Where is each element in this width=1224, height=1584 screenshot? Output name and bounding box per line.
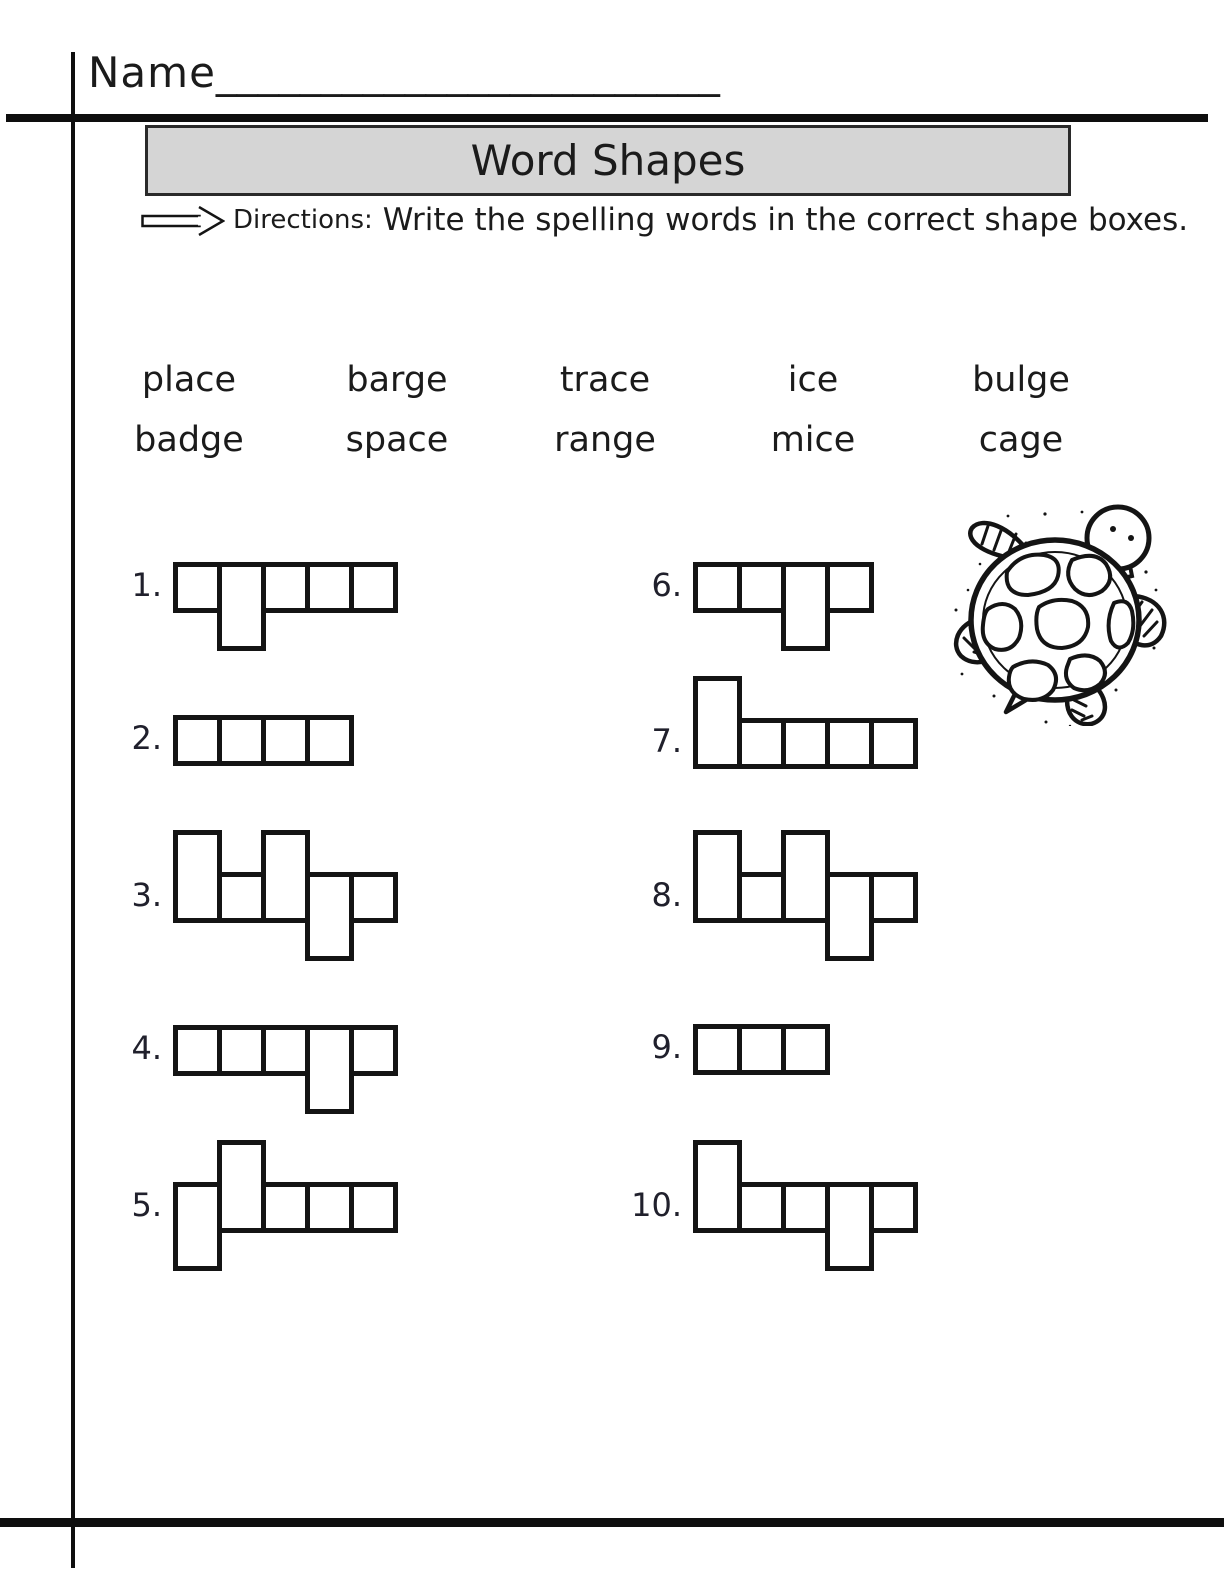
shape-cells xyxy=(173,520,398,651)
letter-box-tall[interactable] xyxy=(693,830,742,923)
letter-box-short[interactable] xyxy=(737,562,786,613)
letter-box-tall[interactable] xyxy=(693,1140,742,1233)
letter-box-short[interactable] xyxy=(869,718,918,769)
page-title: Word Shapes xyxy=(470,136,746,185)
letter-box-short[interactable] xyxy=(869,1182,918,1233)
shape-number: 8. xyxy=(651,876,682,914)
shape-number: 10. xyxy=(631,1186,682,1224)
letter-box-tall[interactable] xyxy=(261,830,310,923)
letter-box-short[interactable] xyxy=(349,1182,398,1233)
letter-box-short[interactable] xyxy=(305,715,354,766)
spelling-word: place xyxy=(141,360,237,400)
letter-box-short[interactable] xyxy=(305,1182,354,1233)
word-shape-8 xyxy=(651,830,918,961)
word-shape-7 xyxy=(651,676,918,807)
letter-box-short[interactable] xyxy=(173,715,222,766)
letter-box-short[interactable] xyxy=(349,1025,398,1076)
title-box xyxy=(145,125,1071,196)
word-bank-row-2 xyxy=(85,410,1125,470)
letter-box-short[interactable] xyxy=(825,562,874,613)
letter-box-descender[interactable] xyxy=(305,1025,354,1114)
shape-number: 7. xyxy=(651,722,682,760)
spelling-word: mice xyxy=(770,420,856,460)
letter-box-short[interactable] xyxy=(349,562,398,613)
name-header xyxy=(88,48,720,97)
letter-box-short[interactable] xyxy=(693,1024,742,1075)
shape-number: 9. xyxy=(651,1028,682,1066)
letter-box-descender[interactable] xyxy=(173,1182,222,1271)
letter-box-short[interactable] xyxy=(217,1025,266,1076)
header-divider-rule xyxy=(6,114,1208,122)
word-bank-row-1 xyxy=(85,350,1125,410)
spelling-word: trace xyxy=(559,360,651,400)
shape-cells xyxy=(693,1140,918,1271)
letter-box-descender[interactable] xyxy=(825,872,874,961)
spelling-word: badge xyxy=(134,420,244,460)
letter-box-short[interactable] xyxy=(261,715,310,766)
letter-box-tall[interactable] xyxy=(217,1140,266,1233)
right-arrow-icon xyxy=(141,206,225,236)
word-shape-6 xyxy=(651,520,874,651)
word-shape-1 xyxy=(131,520,398,651)
letter-box-short[interactable] xyxy=(825,718,874,769)
shape-cells xyxy=(173,673,354,766)
shape-cells xyxy=(693,982,830,1075)
shape-number: 1. xyxy=(131,566,162,604)
letter-box-short[interactable] xyxy=(869,872,918,923)
letter-box-short[interactable] xyxy=(217,715,266,766)
letter-box-short[interactable] xyxy=(305,562,354,613)
word-shape-10 xyxy=(631,1140,918,1271)
shape-cells xyxy=(173,1140,398,1271)
letter-box-short[interactable] xyxy=(781,1024,830,1075)
letter-box-tall[interactable] xyxy=(781,830,830,923)
directions-row xyxy=(141,202,1188,238)
shape-cells xyxy=(173,983,398,1114)
letter-box-short[interactable] xyxy=(261,1025,310,1076)
shape-cells xyxy=(173,830,398,961)
spelling-word: range xyxy=(554,420,656,460)
shape-number: 3. xyxy=(131,876,162,914)
letter-box-short[interactable] xyxy=(261,562,310,613)
letter-box-descender[interactable] xyxy=(825,1182,874,1271)
letter-box-descender[interactable] xyxy=(305,872,354,961)
word-bank xyxy=(85,350,1125,470)
letter-box-descender[interactable] xyxy=(217,562,266,651)
letter-box-short[interactable] xyxy=(173,1025,222,1076)
shape-cells xyxy=(693,830,918,961)
shape-cells xyxy=(693,520,874,651)
letter-box-descender[interactable] xyxy=(781,562,830,651)
directions-label: Directions: xyxy=(233,205,373,235)
left-margin-rule xyxy=(71,52,75,1568)
name-label: Name xyxy=(88,48,216,97)
shape-number: 2. xyxy=(131,719,162,757)
letter-box-short[interactable] xyxy=(737,872,786,923)
word-shape-9 xyxy=(651,982,830,1113)
footer-divider-rule xyxy=(0,1518,1224,1527)
letter-box-tall[interactable] xyxy=(173,830,222,923)
spelling-word: cage xyxy=(978,420,1064,460)
word-shape-3 xyxy=(131,830,398,961)
letter-box-short[interactable] xyxy=(693,562,742,613)
letter-box-short[interactable] xyxy=(737,1182,786,1233)
letter-box-short[interactable] xyxy=(349,872,398,923)
shape-number: 4. xyxy=(131,1029,162,1067)
name-input-line[interactable]: ________________________ xyxy=(215,48,720,97)
letter-box-short[interactable] xyxy=(781,1182,830,1233)
letter-box-short[interactable] xyxy=(737,718,786,769)
spelling-word: ice xyxy=(787,360,839,400)
letter-box-short[interactable] xyxy=(217,872,266,923)
spelling-word: bulge xyxy=(972,360,1070,400)
shape-number: 5. xyxy=(131,1186,162,1224)
shape-number: 6. xyxy=(651,566,682,604)
spelling-word: barge xyxy=(346,360,448,400)
word-shape-5 xyxy=(131,1140,398,1271)
letter-box-short[interactable] xyxy=(737,1024,786,1075)
letter-box-short[interactable] xyxy=(261,1182,310,1233)
spelling-word: space xyxy=(345,420,449,460)
letter-box-short[interactable] xyxy=(173,562,222,613)
sea-turtle-icon xyxy=(950,498,1168,726)
word-shape-4 xyxy=(131,983,398,1114)
directions-text: Write the spelling words in the correct shape boxes. xyxy=(382,202,1189,238)
letter-box-tall[interactable] xyxy=(693,676,742,769)
letter-box-short[interactable] xyxy=(781,718,830,769)
word-shape-2 xyxy=(131,673,354,804)
shape-cells xyxy=(693,676,918,769)
